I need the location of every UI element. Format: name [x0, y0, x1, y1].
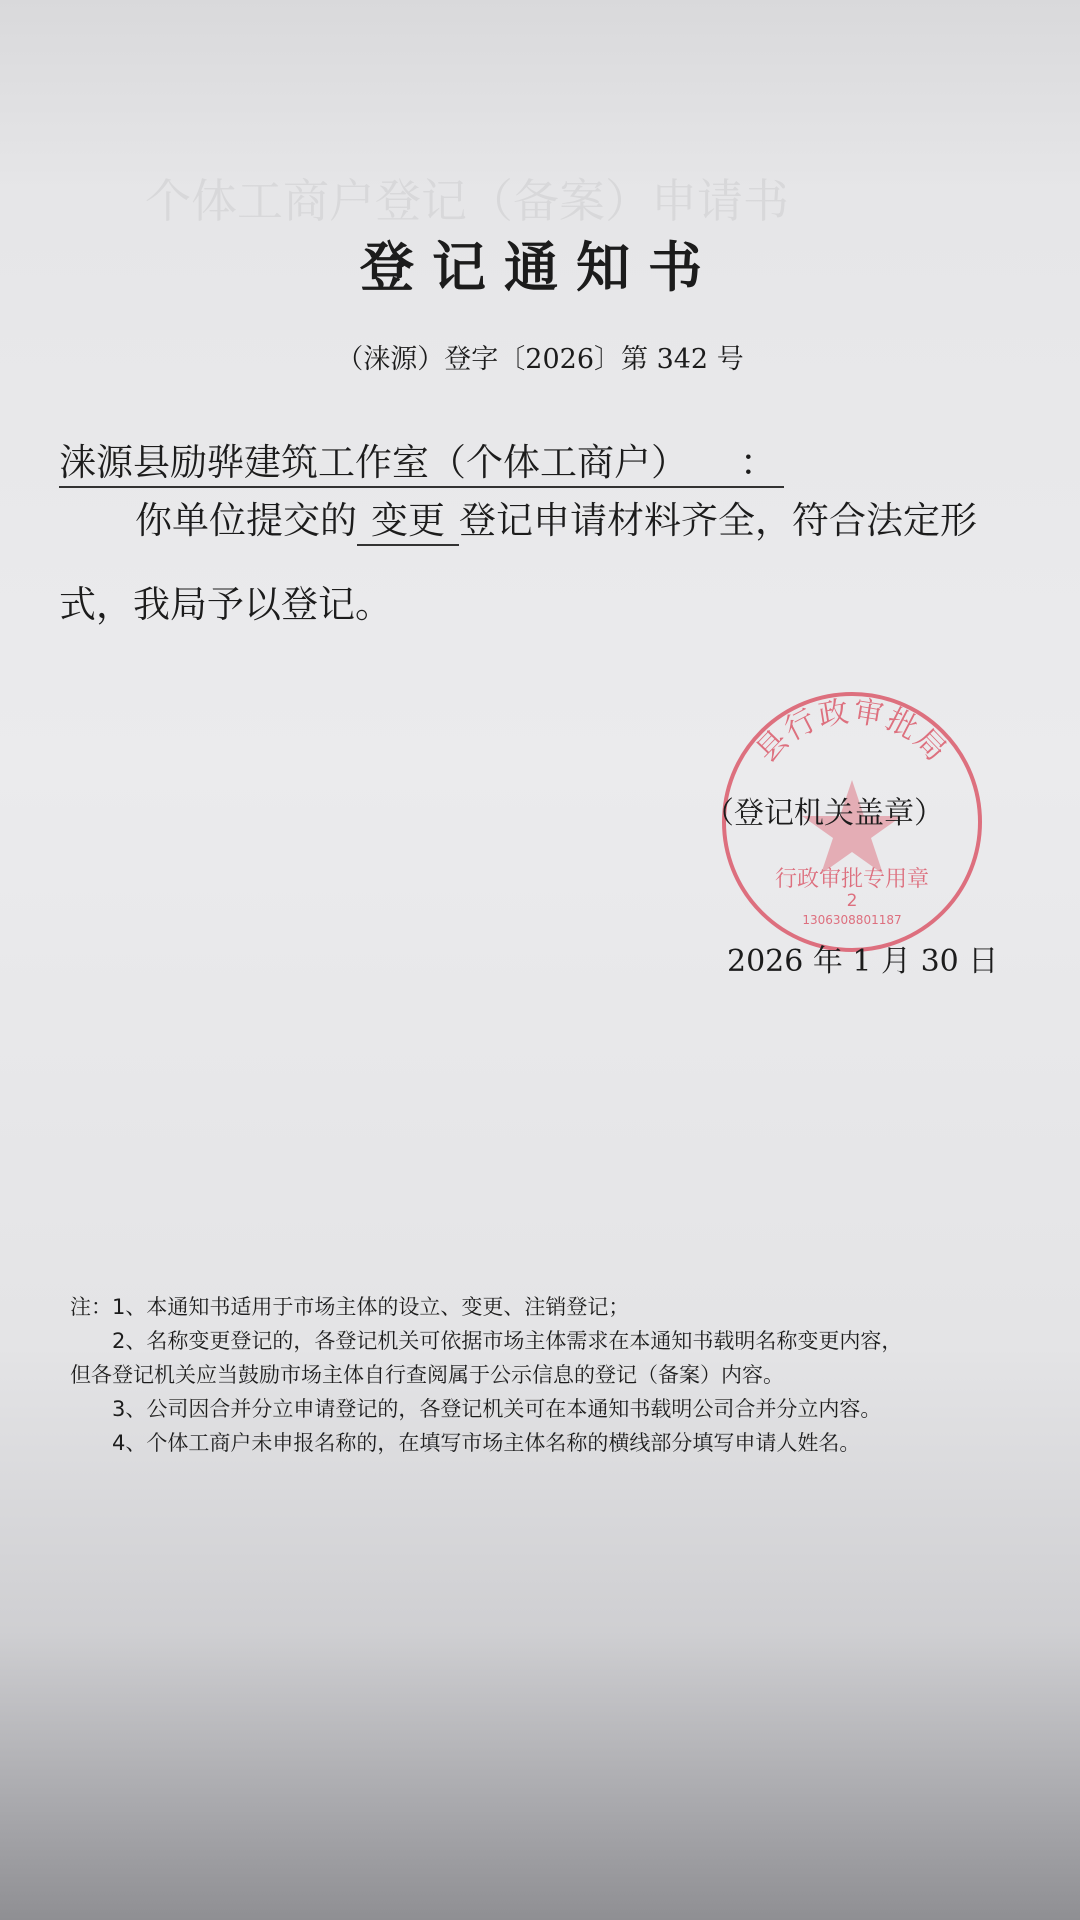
seal-number: 2: [846, 891, 858, 911]
page-title: 登记通知书: [360, 235, 720, 299]
addressee-line: [59, 432, 784, 488]
addressee-name: 涞源县励骅建筑工作室（个体工商户）: [59, 441, 688, 484]
note-item: 3、公司因合并分立申请登记的，各登记机关可在本通知书载明公司合并分立内容。: [112, 1397, 882, 1421]
body-line-1: [135, 490, 977, 546]
seal-code: 1306308801187: [802, 913, 902, 927]
seal-ring-text: 县行政审批局: [749, 694, 955, 770]
bleed-through-text: 个体工商户登记（备案）申请书: [145, 174, 789, 228]
note-item: 2、名称变更登记的，各登记机关可依据市场主体需求在本通知书载明名称变更内容，: [112, 1329, 903, 1353]
issue-date: 2026 年 1 月 30 日: [727, 944, 999, 979]
svg-text:县行政审批局: [750, 694, 955, 769]
body-suffix: 登记申请材料齐全，符合法定形: [459, 499, 977, 542]
body-line-2: 式，我局予以登记。: [59, 583, 392, 626]
document-number: （涞源）登字〔2026〕第 342 号: [336, 344, 744, 375]
seal-inner-text: 行政审批专用章: [774, 867, 930, 892]
notes-section: [70, 1290, 902, 1460]
note-item: 4、个体工商户未申报名称的，在填写市场主体名称的横线部分填写申请人姓名。: [112, 1431, 861, 1455]
note-item: 注：1、本通知书适用于市场主体的设立、变更、注销登记；: [70, 1295, 630, 1319]
body-prefix: 你单位提交的: [135, 499, 357, 542]
addressee-colon: ：: [739, 441, 777, 484]
seal-label: （登记机关盖章）: [704, 796, 944, 831]
note-item: 但各登记机关应当鼓励市场主体自行查阅属于公示信息的登记（备案）内容。: [70, 1363, 784, 1387]
registration-type: 变更: [357, 490, 459, 546]
